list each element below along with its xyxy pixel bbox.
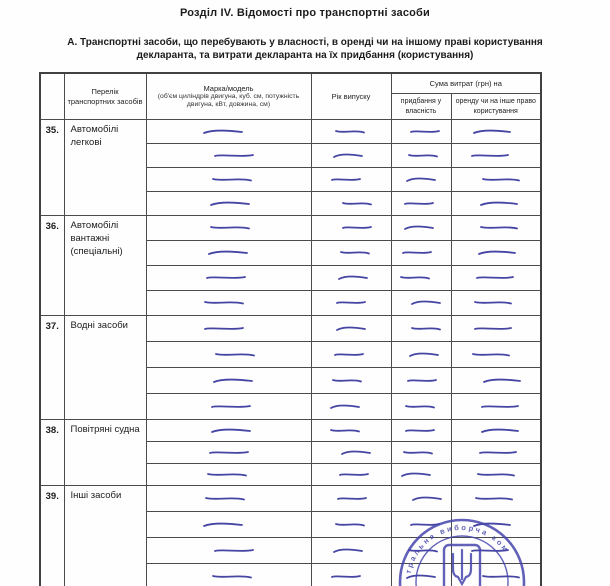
cell-year <box>311 486 391 512</box>
header-expenses-span: Сума витрат (грн) на <box>391 73 541 94</box>
vehicle-category-label: Повітряні судна <box>64 420 146 486</box>
handwritten-dash-icon <box>479 199 519 208</box>
cell-purchase <box>391 538 451 564</box>
handwritten-dash-icon <box>470 151 510 160</box>
handwritten-dash-icon <box>405 572 437 581</box>
cell-make <box>146 538 311 564</box>
handwritten-dash-icon <box>480 426 520 435</box>
cell-make <box>146 241 311 266</box>
handwritten-dash-icon <box>338 470 370 479</box>
cell-purchase <box>391 342 451 368</box>
cell-rent <box>451 216 541 241</box>
handwritten-dash-icon <box>410 324 442 333</box>
cell-year <box>311 192 391 216</box>
cell-year <box>311 241 391 266</box>
cell-year <box>311 144 391 168</box>
cell-make <box>146 120 311 144</box>
cell-make <box>146 144 311 168</box>
cell-rent <box>451 316 541 342</box>
vehicle-category-label: Автомобілі легкові <box>64 120 146 216</box>
cell-rent <box>451 420 541 442</box>
handwritten-dash-icon <box>332 546 364 555</box>
handwritten-dash-icon <box>203 324 245 333</box>
vehicle-category-label: Інші засоби <box>64 486 146 586</box>
handwritten-dash-icon <box>406 376 438 385</box>
handwritten-dash-icon <box>213 546 255 555</box>
handwritten-dash-icon <box>335 298 367 307</box>
cell-rent <box>451 291 541 316</box>
cell-purchase <box>391 120 451 144</box>
handwritten-dash-icon <box>479 223 519 232</box>
handwritten-dash-icon <box>407 151 439 160</box>
cell-make <box>146 192 311 216</box>
handwritten-dash-icon <box>471 350 511 359</box>
section-a-heading-line1: А. Транспортні засоби, що перебувають у власності, в оренді чи на іншому праві користування <box>67 37 543 48</box>
handwritten-dash-icon <box>478 448 518 457</box>
handwritten-dash-icon <box>330 572 362 581</box>
header-rent: оренду чи на інше право користування <box>451 94 541 120</box>
handwritten-dash-icon <box>409 127 441 136</box>
handwritten-dash-icon <box>404 426 436 435</box>
handwritten-dash-icon <box>472 127 512 136</box>
handwritten-dash-icon <box>336 494 368 503</box>
cell-make <box>146 442 311 464</box>
cell-purchase <box>391 316 451 342</box>
cell-make <box>146 316 311 342</box>
header-vehicle-list: Перелік транспортних засобів <box>64 73 146 120</box>
cell-rent <box>451 512 541 538</box>
handwritten-dash-icon <box>341 223 373 232</box>
handwritten-dash-icon <box>341 199 373 208</box>
cell-rent <box>451 464 541 486</box>
row-number: 38. <box>40 420 64 486</box>
cell-make <box>146 564 311 586</box>
handwritten-dash-icon <box>202 520 244 529</box>
cell-make <box>146 464 311 486</box>
handwritten-dash-icon <box>334 127 366 136</box>
handwritten-dash-icon <box>330 175 362 184</box>
cell-year <box>311 564 391 586</box>
handwritten-dash-icon <box>399 273 431 282</box>
cell-purchase <box>391 192 451 216</box>
vehicles-table <box>39 72 542 586</box>
handwritten-dash-icon <box>204 494 246 503</box>
header-purchase: придбання у власність <box>391 94 451 120</box>
cell-purchase <box>391 564 451 586</box>
cell-year <box>311 538 391 564</box>
row-number: 37. <box>40 316 64 420</box>
cell-purchase <box>391 486 451 512</box>
cell-purchase <box>391 266 451 291</box>
cell-rent <box>451 538 541 564</box>
handwritten-dash-icon <box>408 350 440 359</box>
handwritten-dash-icon <box>482 376 522 385</box>
handwritten-dash-icon <box>213 151 255 160</box>
handwritten-dash-icon <box>331 376 363 385</box>
handwritten-dash-icon <box>470 546 510 555</box>
section-a-heading-line2: декларанта, та витрати декларанта на їх придбання (користування) <box>136 49 474 61</box>
handwritten-dash-icon <box>473 298 513 307</box>
cell-rent <box>451 241 541 266</box>
vehicle-category-label: Водні засоби <box>64 316 146 420</box>
handwritten-dash-icon <box>209 199 251 208</box>
cell-make <box>146 342 311 368</box>
handwritten-dash-icon <box>334 520 366 529</box>
handwritten-dash-icon <box>210 426 252 435</box>
handwritten-dash-icon <box>407 546 439 555</box>
cell-purchase <box>391 368 451 394</box>
handwritten-dash-icon <box>333 350 365 359</box>
handwritten-dash-icon <box>405 175 437 184</box>
handwritten-dash-icon <box>340 448 372 457</box>
handwritten-dash-icon <box>207 248 249 257</box>
handwritten-dash-icon <box>474 494 514 503</box>
cell-rent <box>451 342 541 368</box>
cell-year <box>311 342 391 368</box>
cell-make <box>146 486 311 512</box>
cell-purchase <box>391 442 451 464</box>
cell-rent <box>451 120 541 144</box>
cell-make <box>146 291 311 316</box>
cell-make <box>146 216 311 241</box>
row-number: 39. <box>40 486 64 586</box>
row-number: 36. <box>40 216 64 316</box>
cell-year <box>311 464 391 486</box>
cell-purchase <box>391 512 451 538</box>
handwritten-dash-icon <box>212 376 254 385</box>
cell-purchase <box>391 168 451 192</box>
cell-year <box>311 420 391 442</box>
handwritten-dash-icon <box>404 402 436 411</box>
row-number: 35. <box>40 120 64 216</box>
handwritten-dash-icon <box>481 175 521 184</box>
cell-rent <box>451 486 541 512</box>
handwritten-dash-icon <box>400 470 432 479</box>
handwritten-dash-icon <box>403 199 435 208</box>
cell-rent <box>451 144 541 168</box>
cell-year <box>311 120 391 144</box>
handwritten-dash-icon <box>481 572 521 581</box>
cell-year <box>311 291 391 316</box>
handwritten-dash-icon <box>210 402 252 411</box>
cell-purchase <box>391 420 451 442</box>
handwritten-dash-icon <box>203 298 245 307</box>
handwritten-dash-icon <box>335 324 367 333</box>
handwritten-dash-icon <box>214 350 256 359</box>
cell-year <box>311 442 391 464</box>
handwritten-dash-icon <box>332 151 364 160</box>
cell-purchase <box>391 464 451 486</box>
handwritten-dash-icon <box>339 248 371 257</box>
handwritten-dash-icon <box>211 572 253 581</box>
cell-year <box>311 168 391 192</box>
cell-make <box>146 394 311 420</box>
cell-year <box>311 216 391 241</box>
cell-rent <box>451 442 541 464</box>
handwritten-dash-icon <box>472 520 512 529</box>
handwritten-dash-icon <box>475 273 515 282</box>
cell-purchase <box>391 291 451 316</box>
handwritten-dash-icon <box>211 175 253 184</box>
cell-purchase <box>391 241 451 266</box>
cell-purchase <box>391 394 451 420</box>
cell-rent <box>451 394 541 420</box>
table-row <box>40 420 541 442</box>
cell-rent <box>451 564 541 586</box>
page-title: Розділ IV. Відомості про транспортні засоби <box>179 7 431 19</box>
cell-year <box>311 368 391 394</box>
header-make-model: Марка/модель (об'єм циліндрів двигуна, куб. см, потужність двигуна, кВт, довжина, см) <box>146 73 311 120</box>
cell-make <box>146 368 311 394</box>
vehicle-category-label: Автомобілі вантажні (спеціальні) <box>64 216 146 316</box>
handwritten-dash-icon <box>209 223 251 232</box>
cell-make <box>146 168 311 192</box>
handwritten-dash-icon <box>476 470 516 479</box>
handwritten-dash-icon <box>337 273 369 282</box>
handwritten-dash-icon <box>202 127 244 136</box>
cell-make <box>146 512 311 538</box>
header-year: Рік випуску <box>311 73 391 120</box>
cell-purchase <box>391 144 451 168</box>
header-number-col <box>40 73 64 120</box>
handwritten-dash-icon <box>403 223 435 232</box>
handwritten-dash-icon <box>329 426 361 435</box>
handwritten-dash-icon <box>402 448 434 457</box>
cell-make <box>146 420 311 442</box>
stamp-arc-text: тральна виборча ком <box>403 522 512 575</box>
cell-rent <box>451 368 541 394</box>
cell-year <box>311 512 391 538</box>
cell-make <box>146 266 311 291</box>
section-a-heading <box>0 37 610 62</box>
cell-year <box>311 394 391 420</box>
cell-rent <box>451 192 541 216</box>
cell-rent <box>451 168 541 192</box>
handwritten-dash-icon <box>401 248 433 257</box>
handwritten-dash-icon <box>409 520 441 529</box>
handwritten-dash-icon <box>473 324 513 333</box>
cell-year <box>311 266 391 291</box>
handwritten-dash-icon <box>477 248 517 257</box>
table-row <box>40 120 541 144</box>
handwritten-dash-icon <box>206 470 248 479</box>
handwritten-dash-icon <box>208 448 250 457</box>
cell-rent <box>451 266 541 291</box>
handwritten-dash-icon <box>410 298 442 307</box>
table-row <box>40 316 541 342</box>
cell-purchase <box>391 216 451 241</box>
handwritten-dash-icon <box>329 402 361 411</box>
cell-year <box>311 316 391 342</box>
handwritten-dash-icon <box>411 494 443 503</box>
handwritten-dash-icon <box>205 273 247 282</box>
handwritten-dash-icon <box>480 402 520 411</box>
table-row <box>40 216 541 241</box>
table-row <box>40 486 541 512</box>
